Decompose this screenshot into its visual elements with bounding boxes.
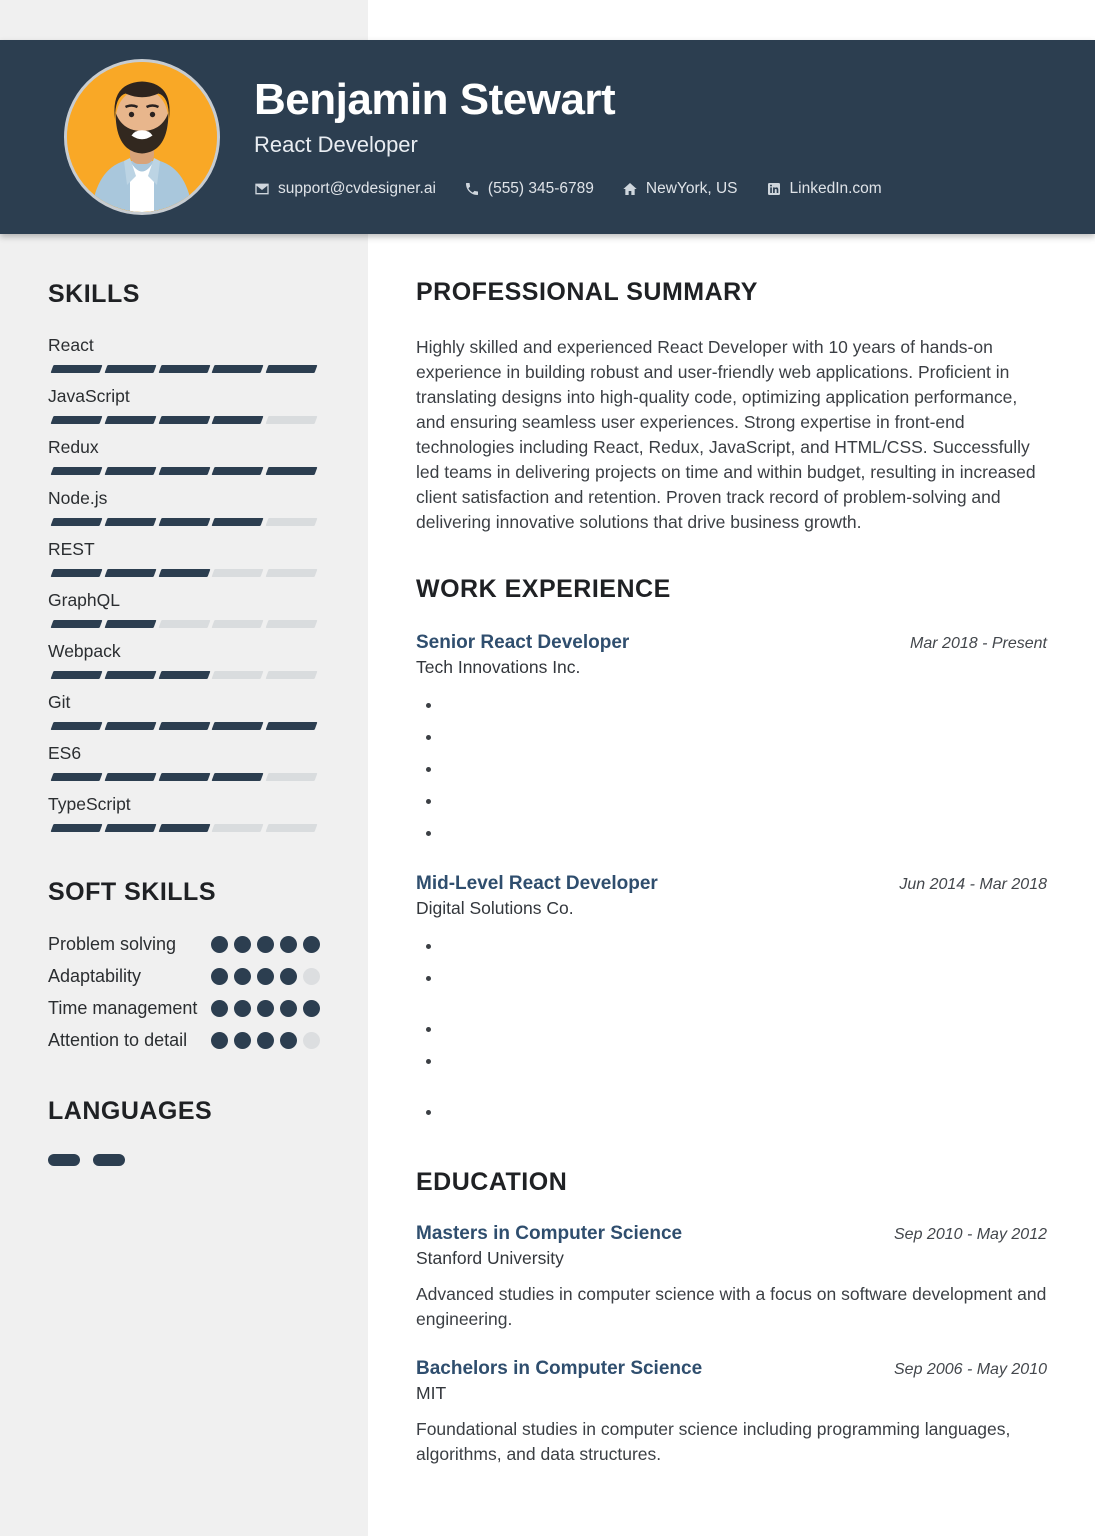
- education-degree: Masters in Computer Science: [416, 1223, 683, 1244]
- soft-skill-name: Adaptability: [48, 966, 142, 986]
- skill-level-bar: [48, 722, 320, 730]
- education-list: [416, 1223, 1047, 1467]
- contact-location-text: NewYork, US: [645, 180, 738, 198]
- language-badge: [48, 1154, 80, 1166]
- soft-skill-dot: [234, 1032, 251, 1049]
- education-header: [416, 1223, 1047, 1245]
- skill-name: Webpack: [48, 641, 121, 661]
- soft-skill-dot: [280, 1000, 297, 1017]
- skill-level-segment: [266, 416, 318, 424]
- skill-item: [48, 437, 320, 475]
- job-bullet: [443, 1099, 1047, 1124]
- job-bullet: [443, 756, 1047, 781]
- job-bullet: [443, 1048, 1047, 1073]
- soft-skill-dot: [234, 968, 251, 985]
- main-content: [368, 234, 1095, 1467]
- soft-skill-dot: [234, 1000, 251, 1017]
- skill-level-segment: [51, 671, 103, 679]
- skill-level-segment: [266, 722, 318, 730]
- soft-skills-heading: SOFT SKILLS: [48, 878, 216, 906]
- skill-level-segment: [51, 569, 103, 577]
- skill-level-segment: [212, 824, 264, 832]
- soft-skill-level-dots: [211, 1027, 320, 1049]
- education-dates: Sep 2006 - May 2010: [894, 1361, 1047, 1378]
- skill-level-bar: [48, 518, 320, 526]
- soft-skill-name: Time management: [48, 998, 198, 1018]
- languages-list: [48, 1154, 320, 1166]
- education-description: Advanced studies in computer science with a focus on software development and engineering.: [416, 1284, 1047, 1329]
- skill-level-segment: [158, 671, 210, 679]
- skill-item: [48, 488, 320, 526]
- soft-skill-name: Problem solving: [48, 934, 177, 954]
- soft-skill-dot: [211, 1000, 228, 1017]
- skill-level-segment: [158, 518, 210, 526]
- skill-level-bar: [48, 620, 320, 628]
- skill-item: [48, 794, 320, 832]
- skill-level-segment: [266, 620, 318, 628]
- skill-name: REST: [48, 539, 95, 559]
- soft-skill-level-dots: [211, 963, 320, 985]
- skill-item: [48, 590, 320, 628]
- skill-level-segment: [266, 365, 318, 373]
- education-header: [416, 1358, 1047, 1380]
- contact-phone-text: (555) 345-6789: [487, 180, 594, 198]
- job-title: Senior React Developer: [416, 632, 630, 653]
- skill-level-segment: [158, 824, 210, 832]
- skill-level-segment: [266, 773, 318, 781]
- skill-level-segment: [51, 416, 103, 424]
- skill-level-bar: [48, 671, 320, 679]
- soft-skill-item: [48, 995, 320, 1021]
- education-school: MIT: [416, 1383, 447, 1403]
- job-bullet: [443, 788, 1047, 813]
- education-entry: [416, 1358, 1047, 1467]
- skill-level-segment: [158, 569, 210, 577]
- language-badge: [93, 1154, 125, 1166]
- skill-level-segment: [158, 773, 210, 781]
- skill-level-segment: [212, 569, 264, 577]
- home-icon: [622, 181, 638, 197]
- skill-name: TypeScript: [48, 794, 131, 814]
- soft-skill-dot: [280, 936, 297, 953]
- skill-level-segment: [51, 773, 103, 781]
- languages-heading: LANGUAGES: [48, 1097, 213, 1125]
- skill-level-segment: [104, 722, 156, 730]
- education-heading: EDUCATION: [416, 1168, 568, 1196]
- skill-level-segment: [158, 722, 210, 730]
- header: [0, 40, 1095, 234]
- sidebar: [0, 234, 368, 1206]
- avatar-illustration: [67, 62, 217, 212]
- education-degree: Bachelors in Computer Science: [416, 1358, 703, 1379]
- skill-level-segment: [212, 722, 264, 730]
- skill-level-segment: [104, 569, 156, 577]
- soft-skill-item: [48, 963, 320, 989]
- contact-row: [254, 180, 882, 198]
- skill-level-segment: [266, 518, 318, 526]
- job-entry: [416, 632, 1047, 845]
- job-bullet: [443, 1016, 1047, 1041]
- skill-level-bar: [48, 569, 320, 577]
- skills-heading: SKILLS: [48, 280, 140, 308]
- soft-skill-dot: [257, 1032, 274, 1049]
- skill-level-segment: [104, 365, 156, 373]
- avatar: [64, 59, 220, 215]
- education-entry: [416, 1223, 1047, 1332]
- education-school: Stanford University: [416, 1248, 564, 1268]
- soft-skill-dot: [211, 1032, 228, 1049]
- soft-skill-item: [48, 931, 320, 957]
- skill-level-segment: [104, 467, 156, 475]
- contact-email[interactable]: [254, 180, 436, 198]
- summary-heading: PROFESSIONAL SUMMARY: [416, 278, 758, 306]
- jobs-list: [416, 632, 1047, 1124]
- job-entry: [416, 873, 1047, 1124]
- soft-skill-dot: [303, 1000, 320, 1017]
- summary-text: Highly skilled and experienced React Developer with 10 years of hands-on experience in building robust and user-friendly web applications. Proficient in translating designs into high-quality code, optimizing application performance, and ensuring seamless user experiences. Strong expertise in front-end technologies including React, Redux, JavaScript, and HTML/CSS. Successfully led teams in delivering projects on time and within budget, resulting in increased client satisfaction and retention. Proven track record of problem-solving and delivering innovative solutions that drive business growth.: [416, 337, 1036, 532]
- skill-level-segment: [104, 773, 156, 781]
- job-company: Digital Solutions Co.: [416, 898, 574, 918]
- job-bullet: [443, 724, 1047, 749]
- soft-skill-dot: [303, 968, 320, 985]
- contact-email-text: support@cvdesigner.ai: [278, 180, 436, 198]
- skill-item: [48, 335, 320, 373]
- experience-heading: WORK EXPERIENCE: [416, 575, 671, 603]
- skill-item: [48, 539, 320, 577]
- job-dates: Jun 2014 - Mar 2018: [899, 876, 1047, 893]
- soft-skill-level-dots: [211, 995, 320, 1017]
- skill-level-bar: [48, 824, 320, 832]
- soft-skill-dot: [257, 968, 274, 985]
- soft-skill-name: Attention to detail: [48, 1030, 188, 1050]
- education-dates: Sep 2010 - May 2012: [894, 1226, 1047, 1243]
- skill-level-segment: [51, 365, 103, 373]
- email-icon: [254, 181, 270, 197]
- skill-level-segment: [104, 620, 156, 628]
- soft-skill-dot: [257, 1000, 274, 1017]
- skill-item: [48, 386, 320, 424]
- skill-level-segment: [158, 467, 210, 475]
- skill-level-bar: [48, 773, 320, 781]
- job-dates: Mar 2018 - Present: [910, 635, 1047, 652]
- job-bullets: [443, 692, 1047, 845]
- skill-level-segment: [104, 824, 156, 832]
- skill-level-segment: [212, 365, 264, 373]
- contact-linkedin[interactable]: [766, 180, 882, 198]
- soft-skill-dot: [303, 1032, 320, 1049]
- job-company: Tech Innovations Inc.: [416, 657, 581, 677]
- skill-level-segment: [51, 518, 103, 526]
- skill-name: JavaScript: [48, 386, 130, 406]
- skill-level-segment: [51, 824, 103, 832]
- contact-phone[interactable]: [464, 180, 594, 198]
- skill-level-segment: [51, 467, 103, 475]
- skill-level-segment: [158, 620, 210, 628]
- job-title: Mid-Level React Developer: [416, 873, 658, 894]
- skill-level-segment: [212, 467, 264, 475]
- skill-name: React: [48, 335, 94, 355]
- soft-skill-level-dots: [211, 931, 320, 953]
- person-title: React Developer: [254, 132, 418, 158]
- soft-skill-dot: [280, 1032, 297, 1049]
- skill-item: [48, 641, 320, 679]
- job-bullet: [443, 965, 1047, 990]
- soft-skill-dot: [211, 936, 228, 953]
- skill-name: ES6: [48, 743, 82, 763]
- job-bullet: [443, 933, 1047, 958]
- skill-name: Git: [48, 692, 71, 712]
- skill-name: GraphQL: [48, 590, 120, 610]
- soft-skill-dot: [211, 968, 228, 985]
- skill-level-segment: [158, 365, 210, 373]
- phone-icon: [464, 181, 480, 197]
- skill-level-segment: [266, 671, 318, 679]
- soft-skill-dot: [257, 936, 274, 953]
- linkedin-icon: [766, 181, 782, 197]
- soft-skill-dot: [234, 936, 251, 953]
- contact-location: [622, 180, 738, 198]
- skill-name: Redux: [48, 437, 99, 457]
- skill-level-bar: [48, 365, 320, 373]
- soft-skill-item: [48, 1027, 320, 1053]
- skill-level-segment: [212, 416, 264, 424]
- person-name: Benjamin Stewart: [254, 74, 616, 124]
- skill-item: [48, 743, 320, 781]
- skill-level-segment: [104, 416, 156, 424]
- skill-level-segment: [266, 467, 318, 475]
- job-header: [416, 632, 1047, 654]
- skill-level-segment: [212, 518, 264, 526]
- skill-level-segment: [212, 773, 264, 781]
- education-description: Foundational studies in computer science including programming languages, algorithms, and data structures.: [416, 1419, 1011, 1464]
- top-margin: [0, 0, 1095, 40]
- skill-level-segment: [266, 824, 318, 832]
- skill-level-segment: [212, 671, 264, 679]
- skill-level-segment: [158, 416, 210, 424]
- job-bullet: [443, 692, 1047, 717]
- skill-name: Node.js: [48, 488, 108, 508]
- skill-level-bar: [48, 467, 320, 475]
- job-bullet: [443, 820, 1047, 845]
- skill-level-segment: [212, 620, 264, 628]
- skill-level-segment: [266, 569, 318, 577]
- job-bullets: [443, 933, 1047, 1124]
- soft-skill-dot: [303, 936, 320, 953]
- skill-level-bar: [48, 416, 320, 424]
- soft-skill-dot: [280, 968, 297, 985]
- skill-level-segment: [104, 671, 156, 679]
- soft-skills-list: [48, 931, 320, 1053]
- skill-level-segment: [104, 518, 156, 526]
- job-header: [416, 873, 1047, 895]
- skill-level-segment: [51, 722, 103, 730]
- contact-linkedin-text: LinkedIn.com: [789, 180, 882, 198]
- skill-item: [48, 692, 320, 730]
- skills-list: [48, 335, 320, 832]
- skill-level-segment: [51, 620, 103, 628]
